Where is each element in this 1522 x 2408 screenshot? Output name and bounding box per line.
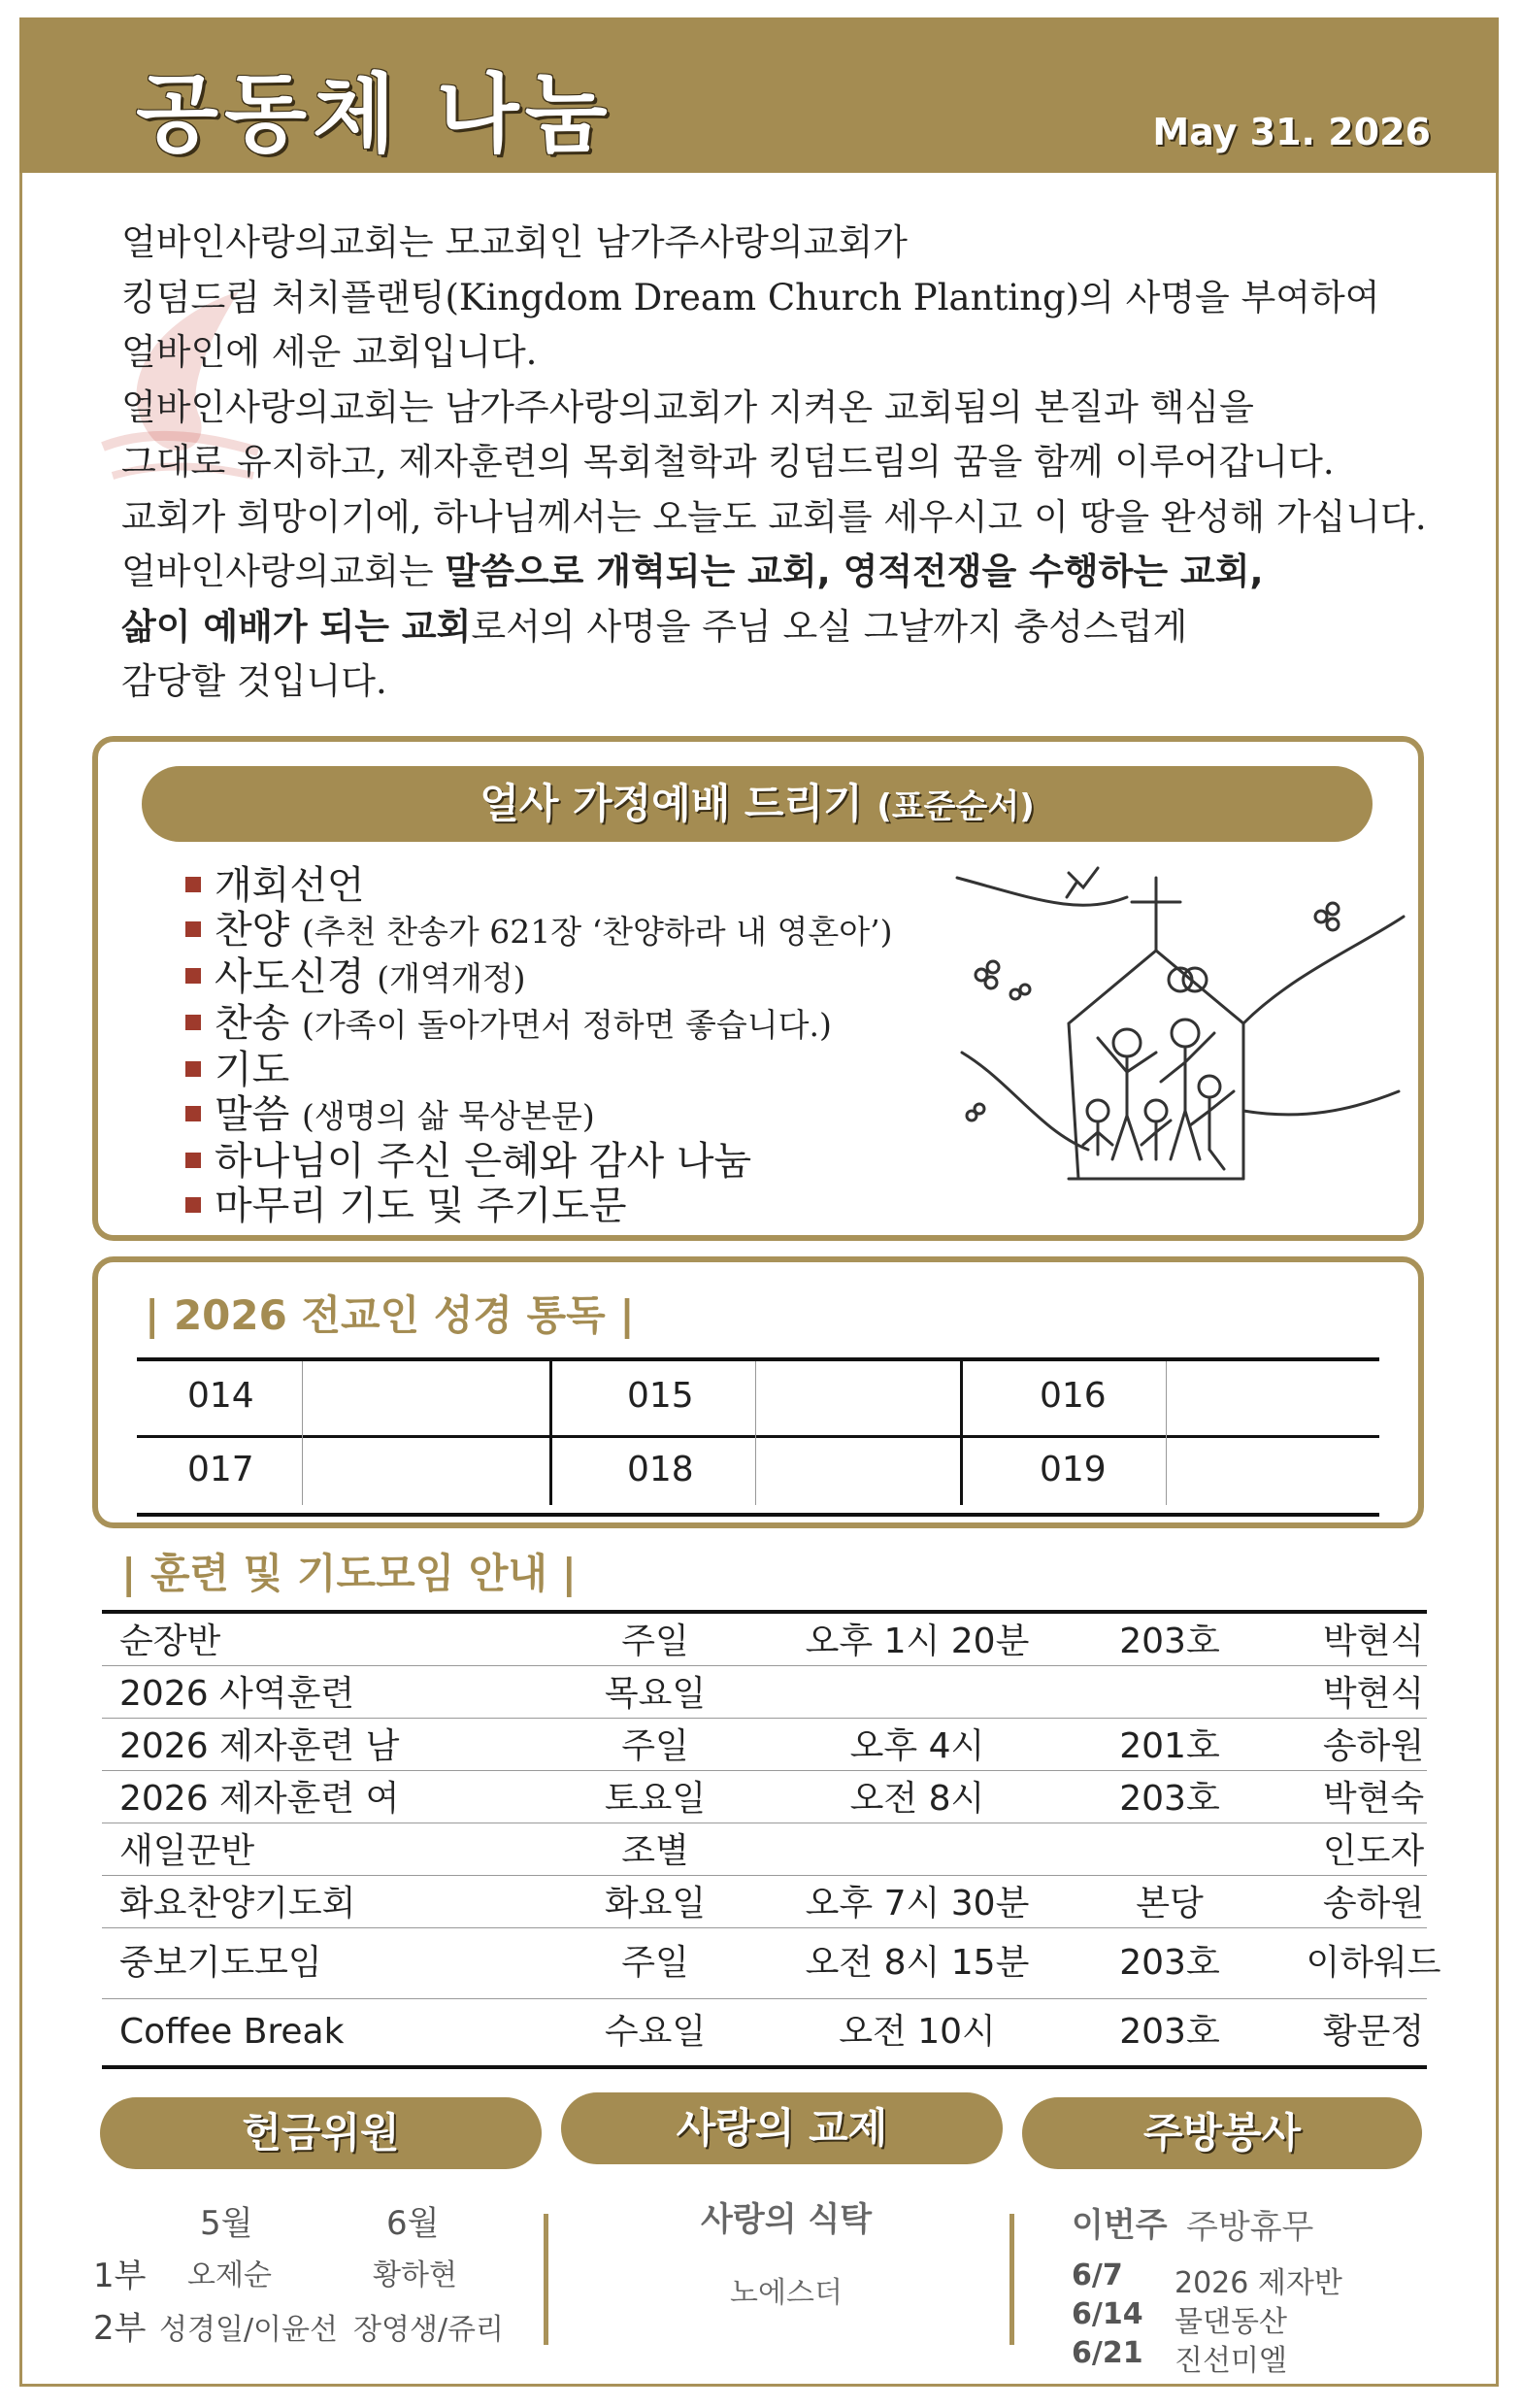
reading-day-cell: 019	[1040, 1450, 1107, 1489]
meeting-day: 주일	[621, 1622, 689, 1661]
bullet-icon	[185, 968, 201, 984]
bullet-icon	[185, 1106, 201, 1121]
intro-line: 교회가 희망이기에, 하나님께서는 오늘도 교회를 세우시고 이 땅을 완성해 가십니다.	[121, 495, 1427, 538]
table-row	[102, 1928, 1441, 1999]
family-worship-title-text: 얼사 가정예배 드리기	[480, 780, 863, 827]
intro-line	[121, 600, 1461, 655]
bullet-icon	[185, 1015, 201, 1030]
table-row	[102, 1876, 1427, 1928]
this-week-value: 주방휴무	[1186, 2208, 1314, 2247]
kitchen-team: 2026 제자반	[1175, 2266, 1342, 2300]
intro-line: 얼바인사랑의교회는 남가주사랑의교회가 지켜온 교회됨의 본질과 핵심을	[121, 385, 1254, 428]
meeting-name: 새일꾼반	[119, 1831, 255, 1871]
bullet-icon	[185, 1197, 201, 1213]
meeting-name: 중보기도모임	[119, 1943, 322, 1983]
intro-text: 얼바인사랑의교회는	[121, 551, 446, 592]
order-label: 개회선언	[215, 863, 365, 908]
order-note: (추천 찬송가 621장 ‘찬양하라 내 영혼아’)	[302, 913, 893, 951]
meeting-day: 화요일	[604, 1884, 707, 1923]
table-row	[137, 1435, 1379, 1509]
meeting-day: 주일	[621, 1726, 689, 1766]
order-label: 마무리 기도 및 주기도문	[215, 1184, 627, 1228]
bible-reading-title: | 2026 전교인 성경 통독 |	[145, 1291, 635, 1339]
meeting-name: 화요찬양기도회	[119, 1884, 356, 1923]
meeting-name: 2026 사역훈련	[119, 1674, 355, 1714]
bible-reading-table	[137, 1357, 1379, 1517]
header-bar	[19, 17, 1499, 173]
meeting-day: 조별	[621, 1831, 689, 1871]
bullet-icon	[185, 1153, 201, 1168]
list-item	[185, 1048, 892, 1092]
offering-member: 장영생/쥬리	[353, 2313, 505, 2347]
worship-order-list	[185, 863, 892, 1228]
table-row	[137, 1361, 1379, 1438]
reading-day-cell: 014	[187, 1376, 254, 1416]
meeting-time: 오전 8시	[849, 1779, 985, 1819]
list-item	[185, 908, 892, 954]
intro-line: 얼바인에 세운 교회입니다.	[121, 331, 538, 373]
meeting-name: 순장반	[119, 1622, 221, 1661]
order-label: 사도신경	[215, 954, 365, 999]
intro-line: 킹덤드림 처치플랜팅(Kingdom Dream Church Planting)의 사명을 부여하여	[121, 276, 1380, 318]
meeting-name: Coffee Break	[119, 2012, 345, 2052]
list-item	[185, 1092, 892, 1139]
offering-committee-title: 헌금위원	[100, 2097, 542, 2169]
kitchen-service-title: 주방봉사	[1022, 2097, 1422, 2169]
intro-emphasis: 삶이 예배가 되는 교회	[121, 605, 472, 648]
kitchen-team: 물댄동산	[1175, 2305, 1287, 2339]
meeting-leader: 송하원	[1322, 1884, 1425, 1923]
family-worship-section	[92, 736, 1424, 1241]
intro-emphasis: 말씀으로 개혁되는 교회, 영적전쟁을 수행하는 교회,	[445, 551, 1264, 592]
meeting-room: 203호	[1119, 1622, 1220, 1661]
kitchen-date: 6/7	[1072, 2258, 1123, 2292]
order-label: 말씀	[215, 1092, 290, 1137]
meeting-day: 수요일	[604, 2012, 707, 2052]
intro-line	[121, 545, 1461, 600]
meeting-leader: 박현식	[1322, 1674, 1425, 1714]
order-label: 찬송	[215, 1001, 290, 1046]
order-note: (생명의 삶 묵상본문)	[302, 1097, 595, 1135]
bible-reading-section	[92, 1256, 1424, 1528]
meeting-leader: 박현숙	[1322, 1779, 1425, 1819]
meeting-room: 본당	[1136, 1884, 1204, 1923]
table-row	[102, 1719, 1427, 1771]
meeting-name: 2026 제자훈련 여	[119, 1779, 400, 1819]
meeting-time: 오전 8시 15분	[805, 1943, 1030, 1983]
page-title: 공동체 나눔	[136, 64, 613, 164]
meeting-leader: 이하워드	[1306, 1943, 1441, 1983]
offering-month: 6월	[386, 2204, 440, 2243]
meeting-day: 토요일	[604, 1779, 707, 1819]
meeting-day: 목요일	[604, 1674, 707, 1714]
reading-day-cell: 016	[1040, 1376, 1107, 1416]
table-row	[102, 1823, 1427, 1876]
this-week-label: 이번주	[1072, 2206, 1168, 2245]
meeting-leader: 박현식	[1322, 1622, 1425, 1661]
order-note: (개역개정)	[377, 959, 526, 997]
order-label: 기도	[215, 1048, 290, 1092]
table-divider	[302, 1361, 303, 1505]
meeting-time: 오후 4시	[849, 1726, 985, 1766]
table-row	[102, 1666, 1427, 1719]
family-church-illustration	[952, 858, 1408, 1208]
meeting-room: 201호	[1119, 1726, 1220, 1766]
section-divider	[1009, 2214, 1014, 2345]
meeting-room: 203호	[1119, 1779, 1220, 1819]
list-item	[185, 954, 892, 1001]
intro-text: 로서의 사명을 주님 오실 그날까지 충성스럽게	[471, 605, 1188, 648]
order-label: 찬양	[215, 908, 290, 953]
list-item	[185, 1184, 892, 1228]
order-label: 하나님이 주신 은혜와 감사 나눔	[215, 1139, 752, 1184]
fellowship-title: 사랑의 교제	[561, 2092, 1003, 2164]
section-divider	[544, 2214, 548, 2345]
table-divider	[755, 1361, 756, 1505]
bullet-icon	[185, 877, 201, 892]
love-table-name: 노에스더	[730, 2276, 843, 2310]
service-label: 1부	[93, 2257, 147, 2295]
intro-line: 얼바인사랑의교회는 모교회인 남가주사랑의교회가	[121, 221, 908, 263]
table-divider	[960, 1361, 963, 1505]
family-worship-title-small: (표준순서)	[877, 787, 1035, 826]
table-row	[102, 1614, 1427, 1666]
reading-day-cell: 015	[627, 1376, 694, 1416]
list-item	[185, 1001, 892, 1048]
table-row	[102, 1771, 1427, 1823]
training-table	[102, 1610, 1441, 2069]
meeting-time: 오후 7시 30분	[805, 1884, 1030, 1923]
bullet-icon	[185, 1061, 201, 1077]
meeting-room: 203호	[1119, 1943, 1220, 1983]
reading-day-cell: 018	[627, 1450, 694, 1489]
meeting-name: 2026 제자훈련 남	[119, 1726, 400, 1766]
reading-day-cell: 017	[187, 1450, 254, 1489]
offering-member: 황하현	[373, 2258, 457, 2292]
church-intro	[121, 216, 1461, 710]
meeting-day: 주일	[621, 1943, 689, 1983]
intro-line: 그대로 유지하고, 제자훈련의 목회철학과 킹덤드림의 꿈을 함께 이루어갑니다.	[121, 441, 1335, 483]
meeting-leader: 황문정	[1322, 2012, 1425, 2052]
bullet-icon	[185, 921, 201, 937]
table-divider	[1166, 1361, 1167, 1505]
intro-line: 감당할 것입니다.	[121, 660, 387, 702]
service-label: 2부	[93, 2309, 147, 2348]
offering-month: 5월	[200, 2204, 253, 2243]
list-item	[185, 1139, 892, 1184]
meeting-time: 오후 1시 20분	[805, 1622, 1030, 1661]
table-divider	[549, 1361, 552, 1505]
bulletin-date: May 31. 2026	[1152, 111, 1431, 153]
offering-member: 오제순	[187, 2258, 272, 2292]
meeting-time: 오전 10시	[839, 2012, 996, 2052]
table-row	[102, 1999, 1427, 2065]
meeting-room: 203호	[1119, 2012, 1220, 2052]
meeting-leader: 송하원	[1322, 1726, 1425, 1766]
kitchen-date: 6/21	[1072, 2336, 1143, 2370]
order-note: (가족이 돌아가면서 정하면 좋습니다.)	[302, 1006, 832, 1044]
kitchen-team: 진선미엘	[1175, 2344, 1287, 2378]
list-item	[185, 863, 892, 908]
family-worship-title	[142, 766, 1373, 842]
offering-member: 성경일/이윤선	[159, 2313, 338, 2347]
love-table-label: 사랑의 식탁	[701, 2200, 873, 2239]
kitchen-date: 6/14	[1072, 2297, 1143, 2331]
training-title: | 훈련 및 기도모임 안내 |	[121, 1550, 577, 1597]
meeting-leader: 인도자	[1322, 1831, 1425, 1871]
